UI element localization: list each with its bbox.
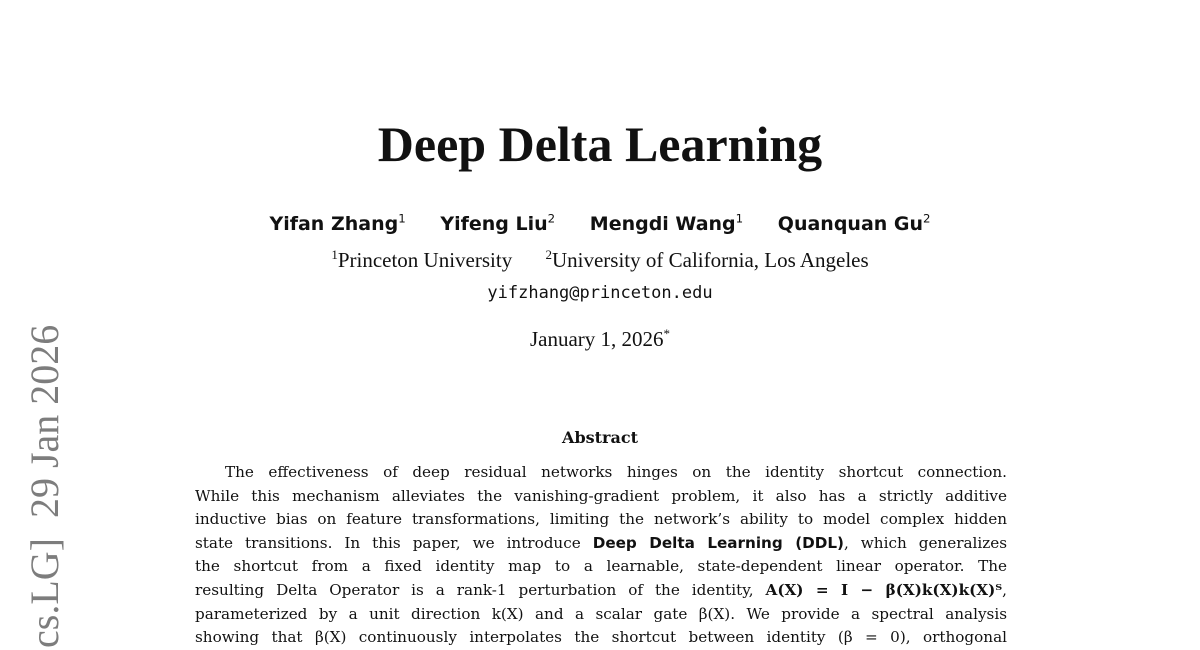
abstract-line: state transitions. In this paper, we introduce Deep Delta Learning (DDL), which generalizes <box>195 533 1008 552</box>
abstract-body <box>195 461 1007 650</box>
abstract-line: showing that β(X) continuously interpolates the shortcut between identity (β = 0), orthogonal <box>195 628 1007 647</box>
affiliation-1: $^1$Princeton University <box>331 247 513 272</box>
paper-date: January 1, 2026* <box>529 326 671 351</box>
abstract-heading: Abstract <box>562 428 638 447</box>
author-3: Mengdi Wang$^1$ <box>589 211 744 235</box>
abstract-line: the shortcut from a fixed identity map to a learnable, state-dependent linear operator. The <box>195 557 1007 576</box>
affiliations <box>0 246 1200 274</box>
delta-operator-formula: A(X) = I − β(X)k(X)k(X)ᵀ <box>765 580 1003 599</box>
affiliation-2: $^2$University of California, Los Angeles <box>545 247 869 272</box>
abstract-line: While this mechanism alleviates the vanishing-gradient problem, it also has a strictly additive <box>195 486 1007 505</box>
contact-email: yifzhang@princeton.edu <box>487 283 713 303</box>
author-1: Yifan Zhang$^1$ <box>269 211 406 235</box>
abstract-line: resulting Delta Operator is a rank-1 perturbation of the identity, A(X) = I − β(X)k(X)k(X)ᵀ, <box>195 580 1007 599</box>
ddl-term: Deep Delta Learning (DDL) <box>592 533 844 552</box>
author-4: Quanquan Gu$^2$ <box>777 211 931 235</box>
arxiv-sidebar-stamp: cs.LG] 29 Jan 2026 <box>22 324 67 648</box>
paper-title: Deep Delta Learning <box>377 116 823 172</box>
abstract-line: parameterized by a unit direction k(X) and a scalar gate β(X). We provide a spectral analysis <box>195 604 1007 623</box>
abstract-line: The effectiveness of deep residual networks hinges on the identity shortcut connection. <box>225 463 1007 481</box>
author-list <box>0 210 1200 238</box>
author-2: Yifeng Liu$^2$ <box>440 211 556 235</box>
abstract-line: inductive bias on feature transformations, limiting the network’s ability to model complex hidden <box>195 510 1007 529</box>
